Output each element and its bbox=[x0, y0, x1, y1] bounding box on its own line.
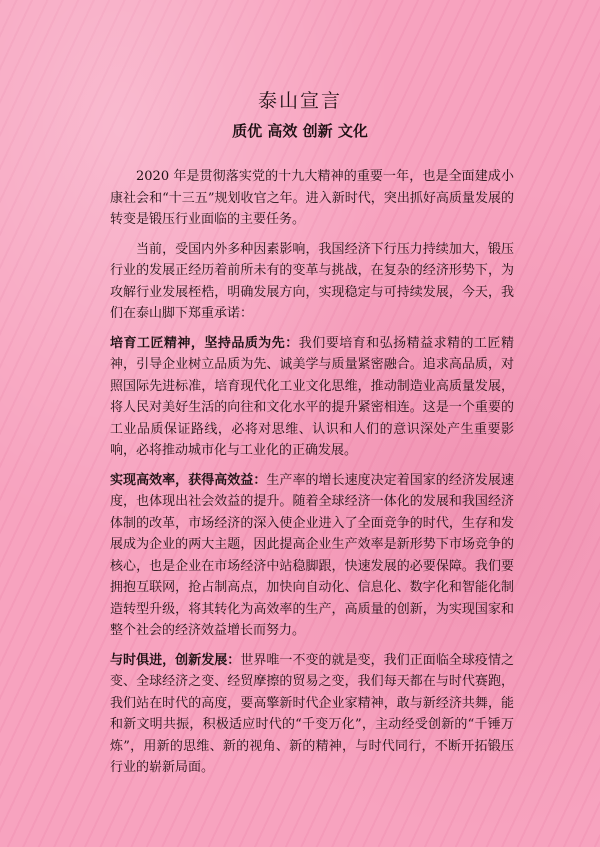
section-quality bbox=[110, 333, 514, 462]
section-quality-text: 我们要培育和弘扬精益求精的工匠精神，引导企业树立品质为先、诚美学与质量紧密融合。追求高品质，对照国际先进标准，培育现代化工业文化思维，推动制造业高质量发展，将人民对美好生活的向往和文化水平的提升紧密相连。这是一个重要的工业品质保证路线，必将对思维、认识和人们的意识深处产生重要影响，必将推动城市化与工业化的正确发展。 bbox=[110, 335, 514, 458]
section-efficiency-text: 生产率的增长速度决定着国家的经济发展速度，也体现出社会效益的提升。随着全球经济一体化的发展和我国经济体制的改革，市场经济的深入使企业进入了全面竞争的时代，生存和发展成为企业的两大主题，因此提高企业生产效率是新形势下市场竞争的核心，也是企业在市场经济中站稳脚跟，快速发展的必要保障。我们要拥抱互联网，抢占制高点，加快向自动化、信息化、数字化和智能化制造转型升级，将其转化为高效率的生产，高质量的创新，为实现国家和整个社会的经济效益增长而努力。 bbox=[110, 472, 514, 638]
declaration-body bbox=[110, 166, 514, 787]
page-title: 泰山宣言 bbox=[257, 90, 342, 112]
section-efficiency bbox=[110, 470, 514, 642]
page-subtitle: 质优 高效 创新 文化 bbox=[232, 122, 368, 140]
section-quality-heading: 培育工匠精神，坚持品质为先： bbox=[110, 335, 299, 351]
section-efficiency-heading: 实现高效率，获得高效益： bbox=[110, 472, 267, 488]
section-innovation-text: 世界唯一不变的就是变，我们正面临全球疫情之变、全球经济之变、经贸摩擦的贸易之变，我们每天都在与时代赛跑，我们站在时代的高度，要高擎新时代企业家精神，敢与新经济共舞，能和新文明共振，积极适应时代的“千变万化”，主动经受创新的“千锤万炼”，用新的思维、新的视角、新的精神，与时代同行，不断开拓锻压行业的崭新局面。 bbox=[110, 652, 514, 775]
intro-paragraph-1: 2020 年是贯彻落实党的十九大精神的重要一年，也是全面建成小康社会和“十三五”规划收官之年。进入新时代，突出抓好高质量发展的转变是锻压行业面临的主要任务。 bbox=[110, 169, 514, 227]
intro-paragraph-2: 当前，受国内外多种因素影响，我国经济下行压力持续加大，锻压行业的发展正经历着前所未有的变革与挑战，在复杂的经济形势下，为攻解行业发展桎梏，明确发展方向，实现稳定与可持续发展，今天，我们在泰山脚下郑重承诺： bbox=[110, 241, 514, 321]
section-innovation-heading: 与时俱进，创新发展： bbox=[110, 652, 241, 668]
section-innovation bbox=[110, 650, 514, 779]
